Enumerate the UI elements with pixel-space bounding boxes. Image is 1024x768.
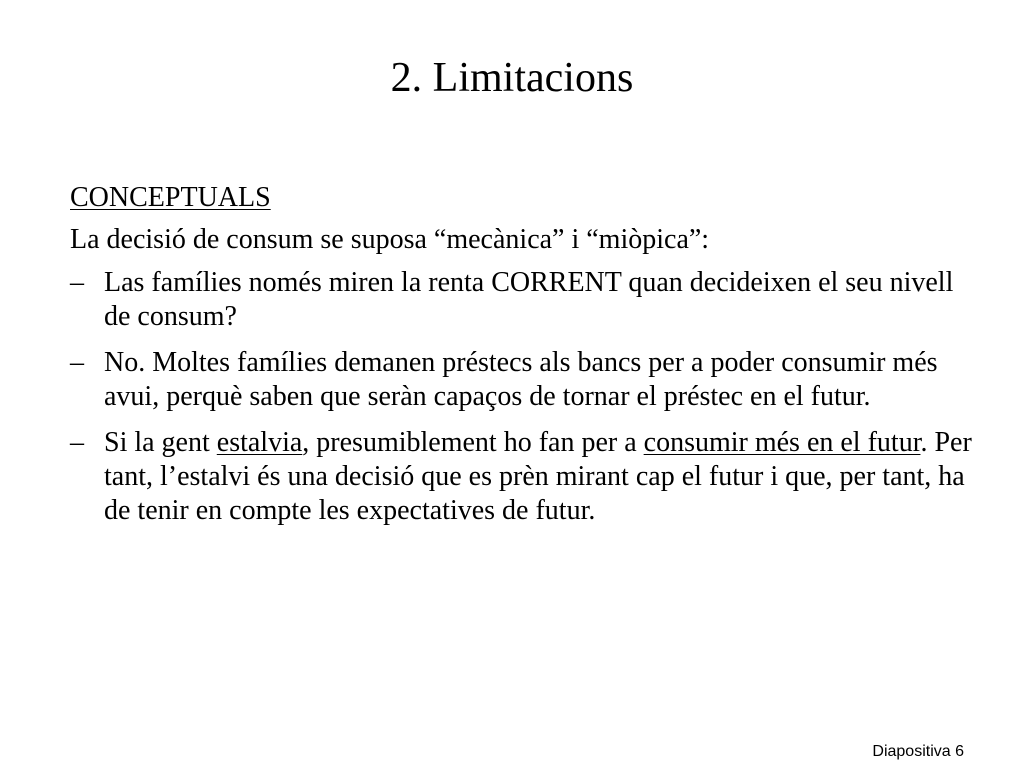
bullet-item-3 (70, 426, 974, 528)
slide-content (70, 180, 970, 540)
bullet-item-1 (70, 266, 974, 334)
underlined-term: estalvia (216, 427, 303, 458)
underlined-term: consumir més en el futur (643, 427, 921, 458)
bullet-dash: – (70, 427, 84, 458)
slide-title: 2. Limitacions (390, 55, 634, 101)
bullet-dash: – (70, 347, 84, 378)
intro-line: La decisió de consum se suposa “mecànica” i “miòpica”: (70, 224, 710, 255)
bullet-text: Si la gent (104, 427, 217, 458)
section-heading: CONCEPTUALS (70, 182, 271, 213)
bullet-text: No. Moltes famílies demanen préstecs als bancs per a poder consumir més avui, perquè saben que seràn capaços de tornar el préstec en el futur. (104, 347, 938, 412)
bullet-text: Las famílies només miren la renta CORRENT quan decideixen el seu nivell de consum? (104, 267, 954, 332)
bullet-list (70, 266, 970, 528)
slide-number-label: Diapositiva 6 (872, 743, 964, 760)
bullet-text: . Per tant, l’estalvi és una decisió que es prèn mirant cap el futur i que, per tant, ha de tenir en compte les expectatives de futur. (104, 427, 972, 526)
bullet-dash: – (70, 267, 84, 298)
bullet-text: , presumiblement ho fan per a (302, 427, 644, 458)
bullet-item-2 (70, 346, 974, 414)
